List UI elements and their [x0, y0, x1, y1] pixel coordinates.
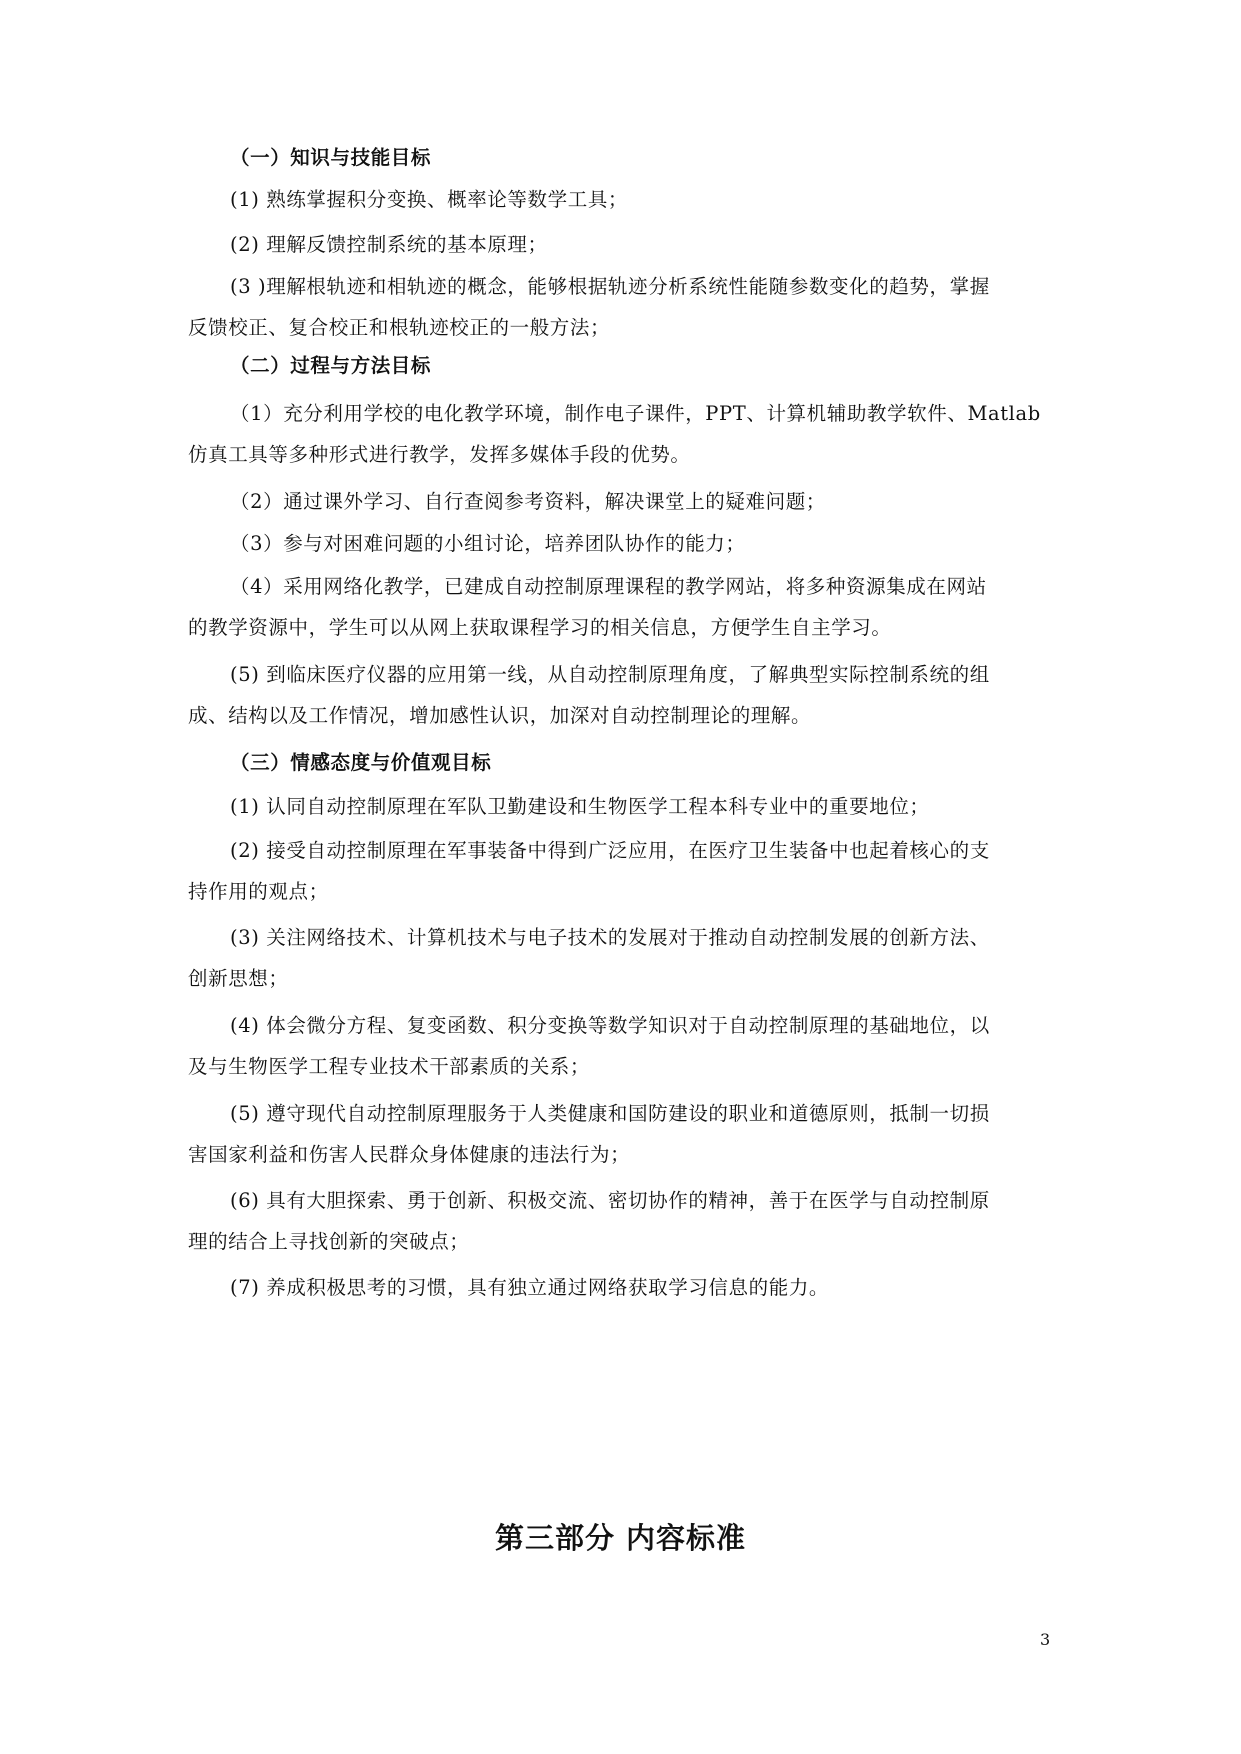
- list-item-line: (7) 养成积极思考的习惯，具有独立通过网络获取学习信息的能力。: [230, 1276, 830, 1299]
- list-item-line: (6) 具有大胆探索、勇于创新、积极交流、密切协作的精神，善于在医学与自动控制原: [230, 1189, 990, 1212]
- list-item-line: (3) 关注网络技术、计算机技术与电子技术的发展对于推动自动控制发展的创新方法、: [230, 926, 990, 949]
- section-process-methods: [188, 345, 1054, 386]
- list-item-line: （3）参与对困难问题的小组讨论，培养团队协作的能力；: [230, 532, 746, 555]
- list-item-line: (3 )理解根轨迹和相轨迹的概念，能够根据轨迹分析系统性能随参数变化的趋势，掌握: [230, 275, 990, 298]
- list-item: [188, 1267, 1054, 1308]
- list-item-line: (1) 熟练掌握积分变换、概率论等数学工具；: [230, 188, 629, 211]
- list-item: [188, 830, 1054, 912]
- list-item-line: 成、结构以及工作情况，增加感性认识，加深对自动控制理论的理解。: [188, 704, 812, 727]
- list-item-line: 及与生物医学工程专业技术干部素质的关系；: [188, 1055, 591, 1078]
- section-heading: （二）过程与方法目标: [230, 354, 432, 377]
- list-item: [188, 481, 1054, 522]
- list-item-line: (5) 遵守现代自动控制原理服务于人类健康和国防建设的职业和道德原则，抵制一切损: [230, 1102, 990, 1125]
- list-item-line: (2) 接受自动控制原理在军事装备中得到广泛应用，在医疗卫生装备中也起着核心的支: [230, 839, 990, 862]
- list-item-line: (1) 认同自动控制原理在军队卫勤建设和生物医学工程本科专业中的重要地位；: [230, 795, 930, 818]
- list-item-line: (5) 到临床医疗仪器的应用第一线，从自动控制原理角度，了解典型实际控制系统的组: [230, 663, 990, 686]
- list-item-line: （4）采用网络化教学，已建成自动控制原理课程的教学网站，将多种资源集成在网站: [230, 575, 987, 598]
- list-item-line: (4) 体会微分方程、复变函数、积分变换等数学知识对于自动控制原理的基础地位，以: [230, 1014, 990, 1037]
- section-attitudes-values: [188, 742, 1054, 783]
- list-item: [188, 393, 1054, 475]
- list-item-line: (2) 理解反馈控制系统的基本原理；: [230, 233, 548, 256]
- list-item: [188, 523, 1054, 564]
- list-item-line: 理的结合上寻找创新的突破点；: [188, 1230, 470, 1253]
- section-heading: （三）情感态度与价值观目标: [230, 751, 492, 774]
- list-item-line: 创新思想；: [188, 967, 289, 990]
- list-item: [188, 224, 1054, 265]
- list-item-line: （1）充分利用学校的电化教学环境，制作电子课件，PPT、计算机辅助教学软件、Matlab: [230, 402, 1041, 425]
- list-item-line: 害国家利益和伤害人民群众身体健康的违法行为；: [188, 1143, 631, 1166]
- list-item: [188, 566, 1054, 648]
- list-item: [188, 917, 1054, 999]
- list-item: [188, 179, 1054, 220]
- list-item: [188, 266, 1054, 348]
- list-item: [188, 1005, 1054, 1087]
- list-item: [188, 654, 1054, 736]
- list-item: [188, 786, 1054, 827]
- list-item-line: 的教学资源中，学生可以从网上获取课程学习的相关信息，方便学生自主学习。: [188, 616, 892, 639]
- section-heading: （一）知识与技能目标: [230, 146, 432, 169]
- list-item: [188, 1093, 1054, 1175]
- part-title: 第三部分 内容标准: [494, 1521, 747, 1555]
- list-item-line: （2）通过课外学习、自行查阅参考资料，解决课堂上的疑难问题；: [230, 490, 826, 513]
- list-item-line: 仿真工具等多种形式进行教学，发挥多媒体手段的优势。: [188, 443, 691, 466]
- page-number: 3: [1040, 1630, 1051, 1649]
- list-item-line: 反馈校正、复合校正和根轨迹校正的一般方法；: [188, 316, 611, 339]
- list-item: [188, 1180, 1054, 1262]
- section-knowledge-skills: [188, 137, 1054, 178]
- list-item-line: 持作用的观点；: [188, 880, 329, 903]
